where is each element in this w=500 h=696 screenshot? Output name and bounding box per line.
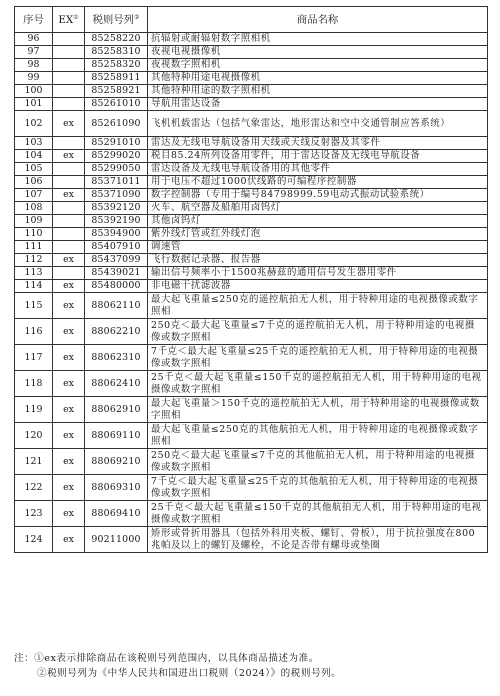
row-seq: 116 (15, 319, 53, 345)
row-seq: 106 (15, 176, 53, 189)
row-ex (53, 202, 85, 215)
row-seq: 104 (15, 150, 53, 163)
row-code: 85261090 (85, 111, 148, 137)
row-ex (53, 163, 85, 176)
row-name: 夜视电视摄像机 (148, 46, 488, 59)
row-code: 85371011 (85, 176, 148, 189)
row-code: 85480000 (85, 280, 148, 293)
row-name: 其他卤钨灯 (148, 215, 488, 228)
footnote-1 (14, 651, 487, 666)
table-row (15, 501, 488, 527)
row-seq: 123 (15, 501, 53, 527)
row-code: 88069310 (85, 475, 148, 501)
row-code: 85258921 (85, 85, 148, 98)
row-code: 88069110 (85, 423, 148, 449)
table-row (15, 293, 488, 319)
row-code: 88062210 (85, 319, 148, 345)
row-name: 最大起飞重量≤250克的其他航拍无人机，用于特种用途的电视摄像或数字照相 (148, 423, 488, 449)
footnote-1-text: ①ex表示排除商品在该税则号列范围内，以具体商品描述为准。 (34, 653, 319, 664)
row-name: 火车、航空器及船舶用卤钨灯 (148, 202, 488, 215)
row-code: 85258220 (85, 33, 148, 46)
row-ex (53, 98, 85, 111)
row-seq: 105 (15, 163, 53, 176)
row-name: 最大起飞重量＞150千克的遥控航拍无人机，用于特种用途的电视摄像或数字照相 (148, 397, 488, 423)
row-name: 雷达设备及无线电导航设备用的其他零件 (148, 163, 488, 176)
table-row (15, 241, 488, 254)
row-name: 雷达及无线电导航设备用天线或天线反射器及其零件 (148, 137, 488, 150)
table-row (15, 46, 488, 59)
row-name: 飞机机载雷达（包括气象雷达，地形雷达和空中交通管制应答系统） (148, 111, 488, 137)
row-seq: 122 (15, 475, 53, 501)
row-ex (53, 228, 85, 241)
row-ex: ex (53, 319, 85, 345)
row-code: 85394900 (85, 228, 148, 241)
table-row (15, 280, 488, 293)
row-name: 25千克＜最大起飞重量≤150千克的其他航拍无人机，用于特种用途的电视摄像或数字照相 (148, 501, 488, 527)
row-ex (53, 267, 85, 280)
row-seq: 120 (15, 423, 53, 449)
table-row (15, 345, 488, 371)
row-name: 非电磁干扰滤波器 (148, 280, 488, 293)
row-ex (53, 33, 85, 46)
table-row (15, 371, 488, 397)
row-seq: 100 (15, 85, 53, 98)
row-name: 25千克＜最大起飞重量≤150千克的遥控航拍无人机，用于特种用途的电视摄像或数字照相 (148, 371, 488, 397)
row-ex: ex (53, 280, 85, 293)
row-ex (53, 137, 85, 150)
row-code: 85392120 (85, 202, 148, 215)
header-seq: 序号 (15, 7, 53, 33)
row-seq: 118 (15, 371, 53, 397)
row-code: 85371090 (85, 189, 148, 202)
row-seq: 111 (15, 241, 53, 254)
row-seq: 124 (15, 527, 53, 553)
table-row (15, 202, 488, 215)
row-name: 最大起飞重量≤250克的遥控航拍无人机，用于特种用途的电视摄像或数字照相 (148, 293, 488, 319)
row-ex: ex (53, 189, 85, 202)
table-row (15, 163, 488, 176)
table-row (15, 267, 488, 280)
row-seq: 103 (15, 137, 53, 150)
row-name: 抗辐射或耐辐射数字照相机 (148, 33, 488, 46)
row-ex (53, 46, 85, 59)
row-ex (53, 215, 85, 228)
row-code: 85258320 (85, 59, 148, 72)
row-code: 85439021 (85, 267, 148, 280)
table-row (15, 72, 488, 85)
row-code: 85258310 (85, 46, 148, 59)
row-code: 88062410 (85, 371, 148, 397)
row-ex: ex (53, 345, 85, 371)
row-seq: 101 (15, 98, 53, 111)
row-ex: ex (53, 293, 85, 319)
row-ex: ex (53, 397, 85, 423)
table-row (15, 423, 488, 449)
table-row (15, 98, 488, 111)
row-seq: 113 (15, 267, 53, 280)
row-name: 紫外线灯管或红外线灯泡 (148, 228, 488, 241)
row-name: 飞行数据记录器、报告器 (148, 254, 488, 267)
row-name: 导航用雷达设备 (148, 98, 488, 111)
header-ex-footnote-mark: ① (73, 13, 79, 21)
row-ex (53, 241, 85, 254)
row-ex: ex (53, 527, 85, 553)
table-row (15, 150, 488, 163)
row-ex (53, 85, 85, 98)
row-ex: ex (53, 449, 85, 475)
row-name: 用于电压不超过1000伏线路的可编程序控制器 (148, 176, 488, 189)
table-row (15, 85, 488, 98)
row-seq: 97 (15, 46, 53, 59)
table-row (15, 475, 488, 501)
row-ex: ex (53, 475, 85, 501)
table-row (15, 397, 488, 423)
row-ex (53, 176, 85, 189)
row-seq: 102 (15, 111, 53, 137)
row-seq: 114 (15, 280, 53, 293)
table-row (15, 111, 488, 137)
row-name: 7千克＜最大起飞重量≤25千克的其他航拍无人机，用于特种用途的电视摄像或数字照相 (148, 475, 488, 501)
row-name: 250克＜最大起飞重量≤7千克的其他航拍无人机，用于特种用途的电视摄像或数字照相 (148, 449, 488, 475)
footnote-2 (14, 666, 487, 681)
row-seq: 110 (15, 228, 53, 241)
row-ex (53, 72, 85, 85)
row-name: 矫形或骨折用器具（包括外科用夹板、螺钉、骨板），用于抗拉强度在800兆帕及以上的螺钉及螺栓，不论是否带有螺母或垫圈 (148, 527, 488, 553)
row-name: 夜视数字照相机 (148, 59, 488, 72)
table-row (15, 319, 488, 345)
row-code: 85407910 (85, 241, 148, 254)
row-seq: 115 (15, 293, 53, 319)
row-seq: 117 (15, 345, 53, 371)
row-code: 85437099 (85, 254, 148, 267)
row-seq: 108 (15, 202, 53, 215)
table-row (15, 215, 488, 228)
row-code: 88069210 (85, 449, 148, 475)
footnotes (14, 651, 487, 681)
row-code: 90211000 (85, 527, 148, 553)
row-ex: ex (53, 423, 85, 449)
header-code-footnote-mark: ② (134, 13, 140, 21)
row-code: 85258911 (85, 72, 148, 85)
table-row (15, 527, 488, 553)
row-ex: ex (53, 150, 85, 163)
row-code: 88069410 (85, 501, 148, 527)
row-seq: 99 (15, 72, 53, 85)
table-row (15, 189, 488, 202)
header-code (85, 7, 148, 33)
row-ex: ex (53, 111, 85, 137)
footnote-2-text: ②税则号列为《中华人民共和国进出口税则（2024）》的税则号列。 (37, 668, 342, 679)
row-ex (53, 59, 85, 72)
header-code-label: 税则号列 (92, 13, 135, 26)
row-code: 85291010 (85, 137, 148, 150)
table-row (15, 33, 488, 46)
row-seq: 98 (15, 59, 53, 72)
row-seq: 121 (15, 449, 53, 475)
row-name: 输出信号频率小于1500兆赫兹的通用信号发生器用零件 (148, 267, 488, 280)
header-name: 商品名称 (148, 7, 488, 33)
row-code: 88062910 (85, 397, 148, 423)
table-row (15, 228, 488, 241)
row-ex: ex (53, 371, 85, 397)
footnote-lead: 注： (14, 653, 35, 664)
row-seq: 119 (15, 397, 53, 423)
table-body (15, 33, 488, 553)
row-code: 88062310 (85, 345, 148, 371)
row-name: 税目85.24所列设备用零件，用于雷达设备及无线电导航设备 (148, 150, 488, 163)
table-row (15, 59, 488, 72)
table-row (15, 137, 488, 150)
row-ex: ex (53, 254, 85, 267)
row-name: 数字控制器（专用于编号84798999.59电动式振动试验系统） (148, 189, 488, 202)
row-seq: 96 (15, 33, 53, 46)
row-name: 其他特种用途电视摄像机 (148, 72, 488, 85)
row-code: 85261010 (85, 98, 148, 111)
row-code: 85299020 (85, 150, 148, 163)
goods-table (14, 6, 488, 553)
row-code: 85392190 (85, 215, 148, 228)
row-name: 7千克＜最大起飞重量≤25千克的遥控航拍无人机，用于特种用途的电视摄像或数字照相 (148, 345, 488, 371)
row-name: 250克＜最大起飞重量≤7千克的遥控航拍无人机，用于特种用途的电视摄像或数字照相 (148, 319, 488, 345)
table-row (15, 449, 488, 475)
row-seq: 112 (15, 254, 53, 267)
header-ex (53, 7, 85, 33)
row-code: 85299050 (85, 163, 148, 176)
header-ex-label: EX (58, 13, 74, 26)
row-name: 调速管 (148, 241, 488, 254)
row-seq: 109 (15, 215, 53, 228)
row-seq: 107 (15, 189, 53, 202)
table-row (15, 254, 488, 267)
table-header-row (15, 7, 488, 33)
table-row (15, 176, 488, 189)
row-name: 其他特种用途的数字照相机 (148, 85, 488, 98)
row-ex: ex (53, 501, 85, 527)
row-code: 88062110 (85, 293, 148, 319)
